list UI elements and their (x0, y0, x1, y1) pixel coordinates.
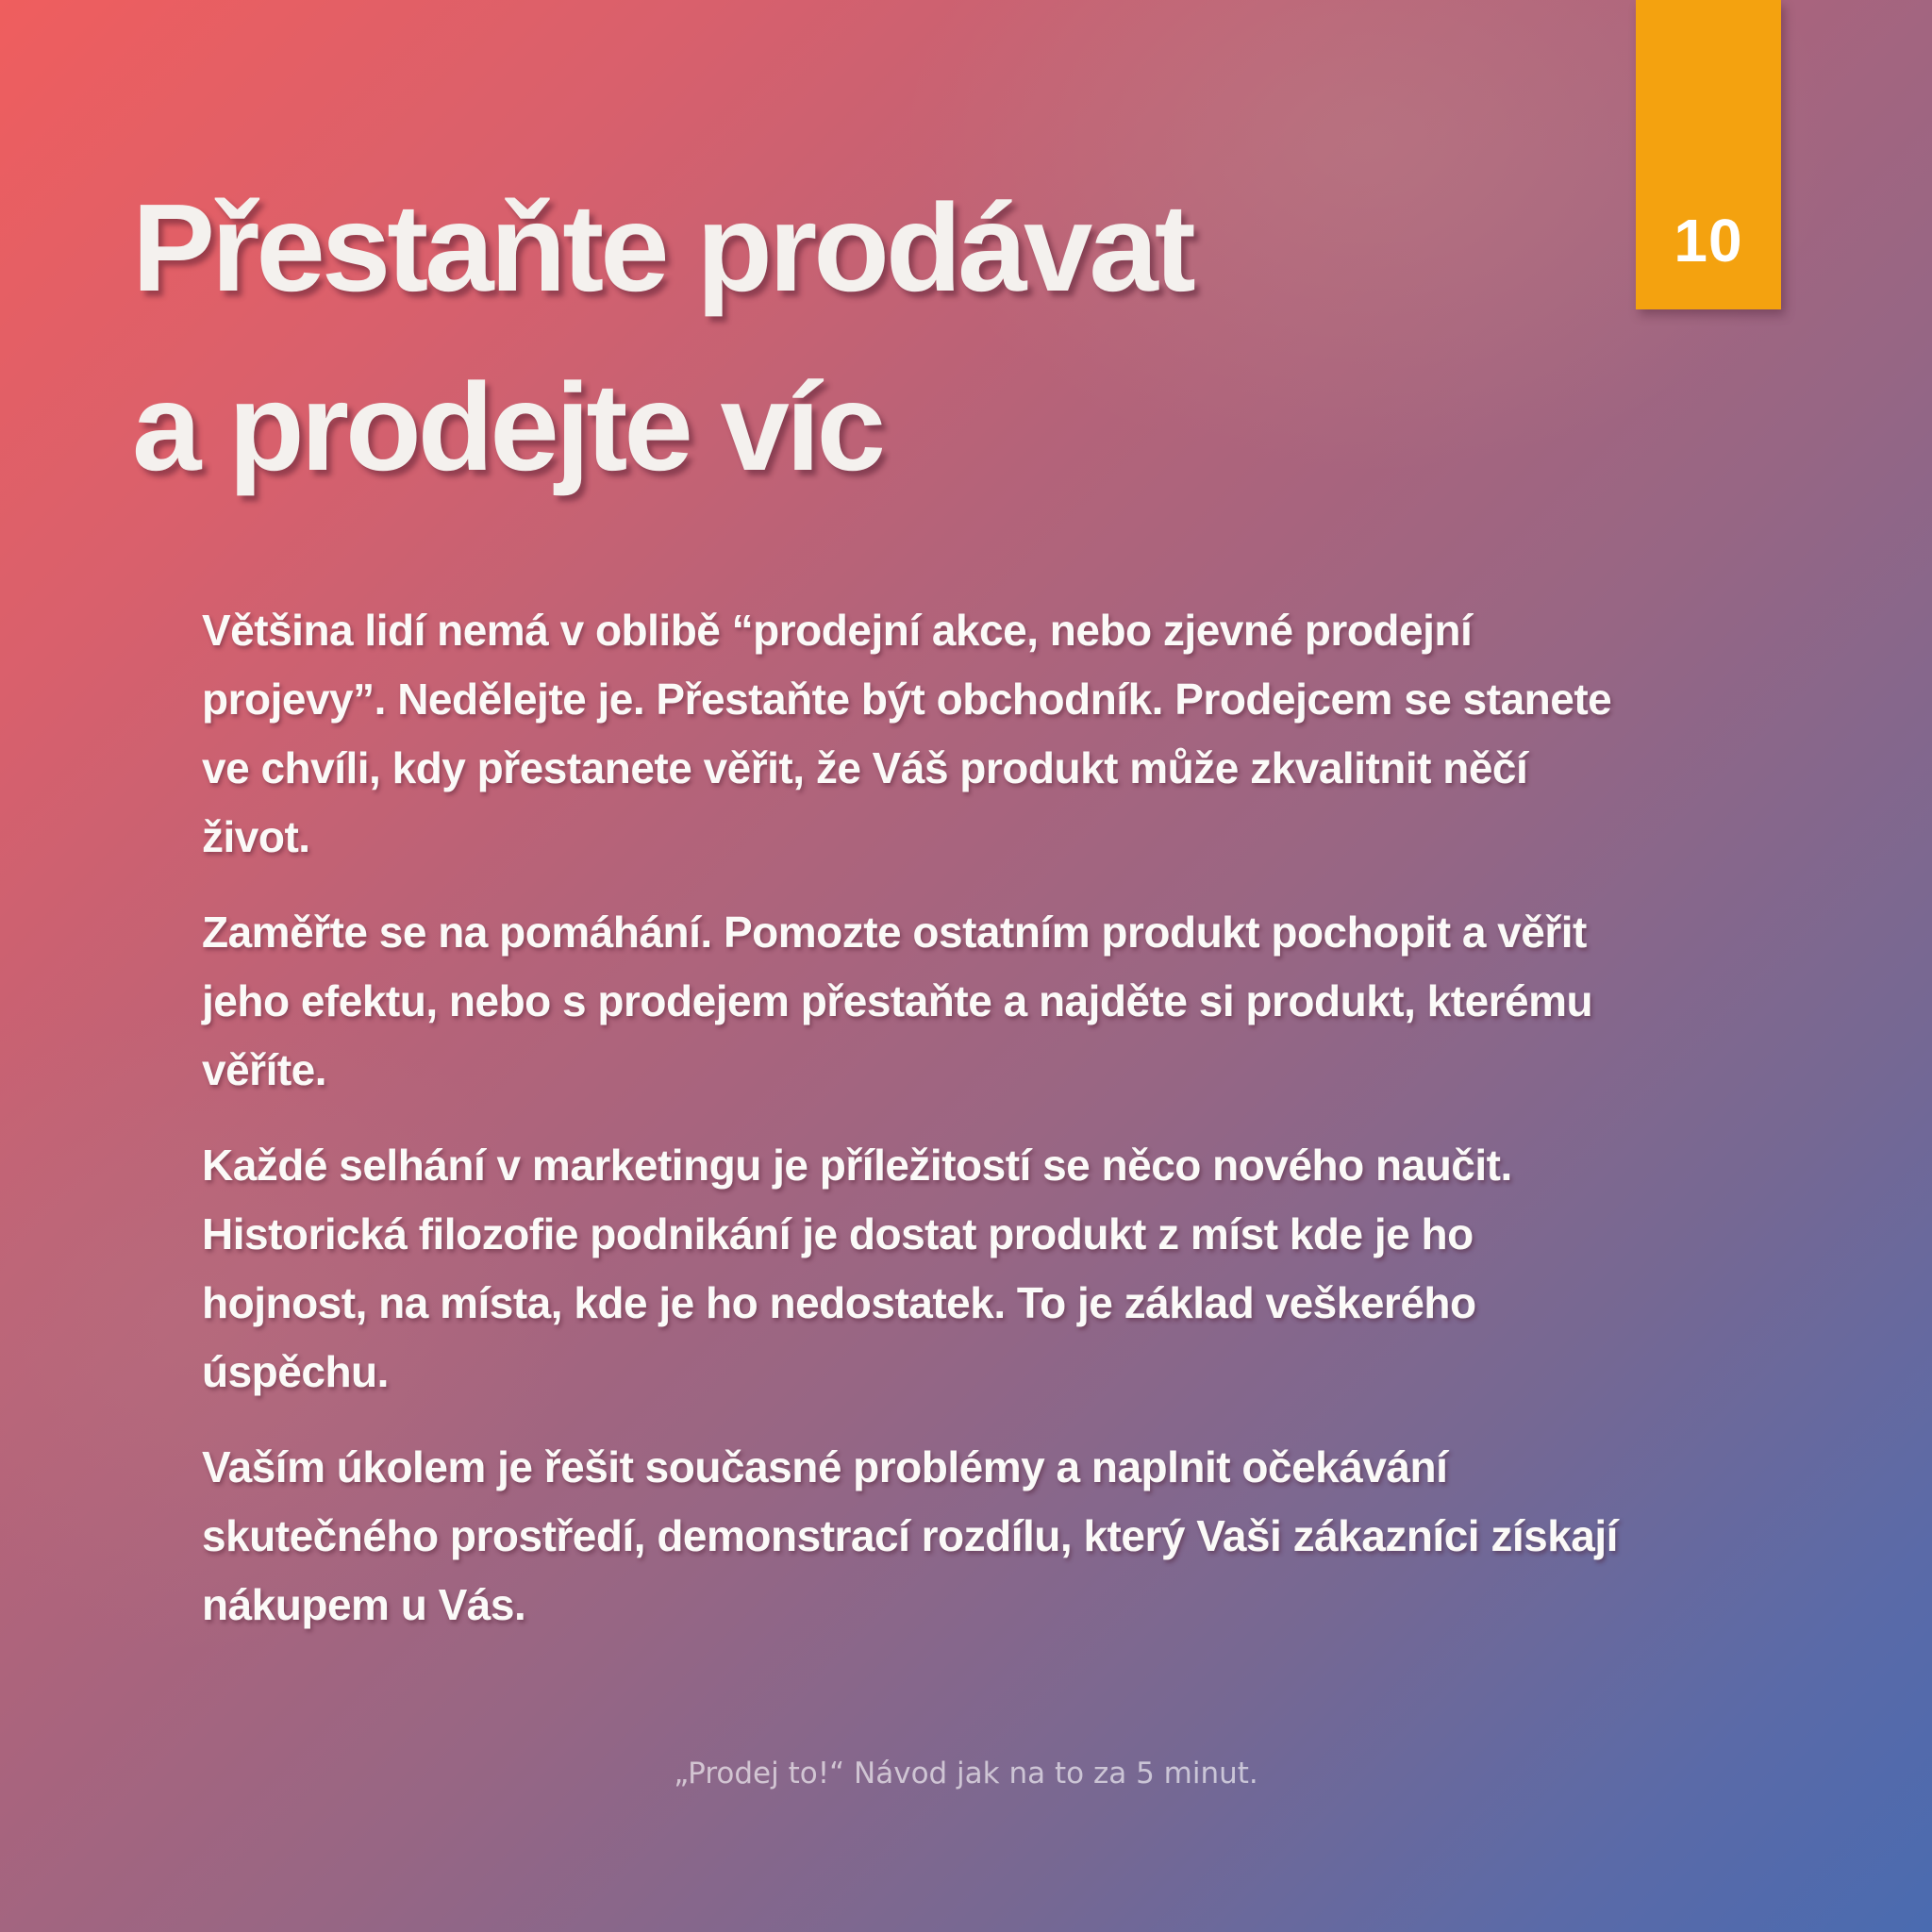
page-title (132, 158, 1547, 517)
text-line: Zaměřte se na pomáhání. Pomozte ostatním produkt pochopit a věřit (202, 908, 1587, 957)
text-line: skutečného prostředí, demonstrací rozdílu, který Vaši zákazníci získají (202, 1511, 1618, 1560)
text-line: nákupem u Vás. (202, 1580, 526, 1629)
text-line: ve chvíli, kdy přestanete věřit, že Váš produkt může zkvalitnit něčí (202, 743, 1528, 792)
text-line: Historická filozofie podnikání je dostat produkt z míst kde je ho (202, 1209, 1474, 1258)
text-line: život. (202, 812, 310, 861)
body-text (202, 596, 1749, 1666)
text-line: jeho efektu, nebo s prodejem přestaňte a najděte si produkt, kterému (202, 976, 1593, 1025)
page-number-badge (1636, 0, 1781, 309)
text-line: úspěchu. (202, 1347, 389, 1396)
text-line: věříte. (202, 1045, 327, 1094)
title-line: Přestaňte prodávat (132, 178, 1192, 317)
footer-caption: „Prodej to!“ Návod jak na to za 5 minut. (674, 1757, 1258, 1790)
text-line: projevy”. Nedělejte je. Přestaňte být obchodník. Prodejcem se stanete (202, 675, 1612, 724)
text-line: Vaším úkolem je řešit současné problémy a naplnit očekávání (202, 1442, 1448, 1491)
text-line: hojnost, na místa, kde je ho nedostatek. To je základ veškerého (202, 1278, 1476, 1327)
paragraph-4 (202, 1433, 1749, 1640)
page-number: 10 (1674, 207, 1743, 275)
text-line: Každé selhání v marketingu je příležitostí se něco nového naučit. (202, 1141, 1512, 1190)
text-line: Většina lidí nemá v oblibě “prodejní akce, nebo zjevné prodejní (202, 606, 1473, 655)
title-line: a prodejte víc (132, 358, 882, 496)
paragraph-3 (202, 1131, 1749, 1407)
paragraph-2 (202, 898, 1749, 1105)
paragraph-1 (202, 596, 1749, 872)
